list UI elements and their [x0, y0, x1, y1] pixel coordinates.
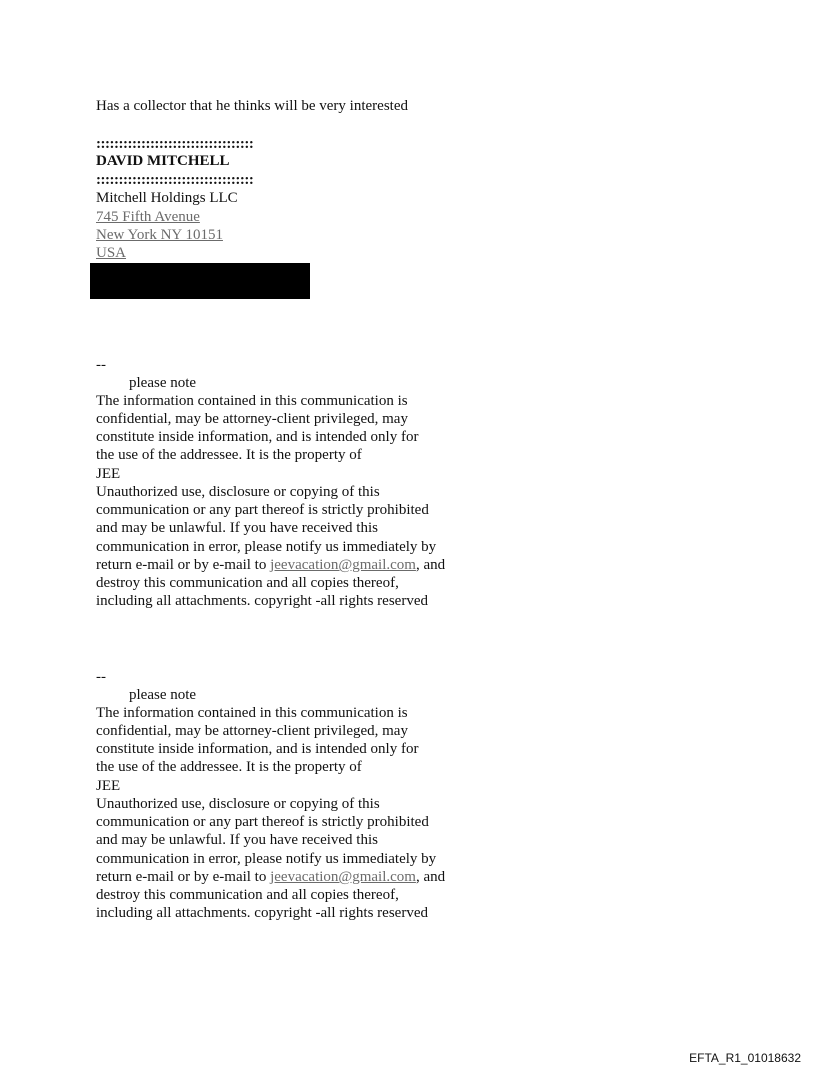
email-suffix: , and	[415, 869, 446, 885]
disclaimer-line: constitute inside information, and is intended only for	[96, 741, 419, 757]
disclaimer-line: the use of the addressee. It is the property of	[96, 759, 362, 775]
disclaimer-line: the use of the addressee. It is the property of	[96, 447, 362, 463]
signature-company: Mitchell Holdings LLC	[96, 190, 238, 206]
disclaimer-line: destroy this communication and all copies thereof,	[96, 575, 399, 591]
signature-name: DAVID MITCHELL	[96, 153, 230, 169]
disclaimer-heading: please note	[129, 687, 197, 703]
signature-divider-top: :::::::::::::::::::::::::::::::::::	[96, 136, 254, 152]
email-prefix: return e-mail or by e-mail to	[96, 869, 271, 885]
disclaimer-line: The information contained in this communication is	[96, 705, 408, 721]
email-link[interactable]: jeevacation@gmail.com	[270, 557, 416, 573]
disclaimer-line: JEE	[96, 778, 121, 794]
disclaimer-line: constitute inside information, and is intended only for	[96, 429, 419, 445]
address-line-1-link[interactable]: 745 Fifth Avenue	[96, 209, 200, 225]
disclaimer-line: JEE	[96, 466, 121, 482]
email-prefix: return e-mail or by e-mail to	[96, 557, 271, 573]
disclaimer-line: destroy this communication and all copies thereof,	[96, 887, 399, 903]
disclaimer-email-line	[96, 868, 445, 886]
disclaimer-line: including all attachments. copyright -all rights reserved	[96, 593, 428, 609]
disclaimer-line: Unauthorized use, disclosure or copying of this	[96, 484, 380, 500]
disclaimer-line: communication or any part thereof is strictly prohibited	[96, 502, 429, 518]
disclaimer-line: communication in error, please notify us immediately by	[96, 851, 437, 867]
disclaimer-line: and may be unlawful. If you have received this	[96, 520, 378, 536]
intro-text: Has a collector that he thinks will be very interested	[96, 98, 408, 114]
email-suffix: , and	[415, 557, 446, 573]
disclaimer-line: confidential, may be attorney-client privileged, may	[96, 411, 408, 427]
signature-divider-bottom: :::::::::::::::::::::::::::::::::::	[96, 172, 254, 188]
disclaimer-separator: --	[96, 357, 106, 373]
country-link[interactable]: USA	[96, 245, 127, 261]
redaction-block	[90, 263, 310, 299]
disclaimer-line: including all attachments. copyright -all rights reserved	[96, 905, 428, 921]
address-line-2-link[interactable]: New York NY 10151	[96, 227, 223, 243]
disclaimer-email-line	[96, 556, 445, 574]
disclaimer-line: communication or any part thereof is strictly prohibited	[96, 814, 429, 830]
document-id-footer: EFTA_R1_01018632	[689, 1051, 801, 1065]
disclaimer-line: communication in error, please notify us immediately by	[96, 539, 437, 555]
disclaimer-separator: --	[96, 669, 106, 685]
disclaimer-line: Unauthorized use, disclosure or copying of this	[96, 796, 380, 812]
disclaimer-line: and may be unlawful. If you have received this	[96, 832, 378, 848]
disclaimer-heading: please note	[129, 375, 197, 391]
disclaimer-line: The information contained in this communication is	[96, 393, 408, 409]
email-link[interactable]: jeevacation@gmail.com	[270, 869, 416, 885]
disclaimer-line: confidential, may be attorney-client privileged, may	[96, 723, 408, 739]
